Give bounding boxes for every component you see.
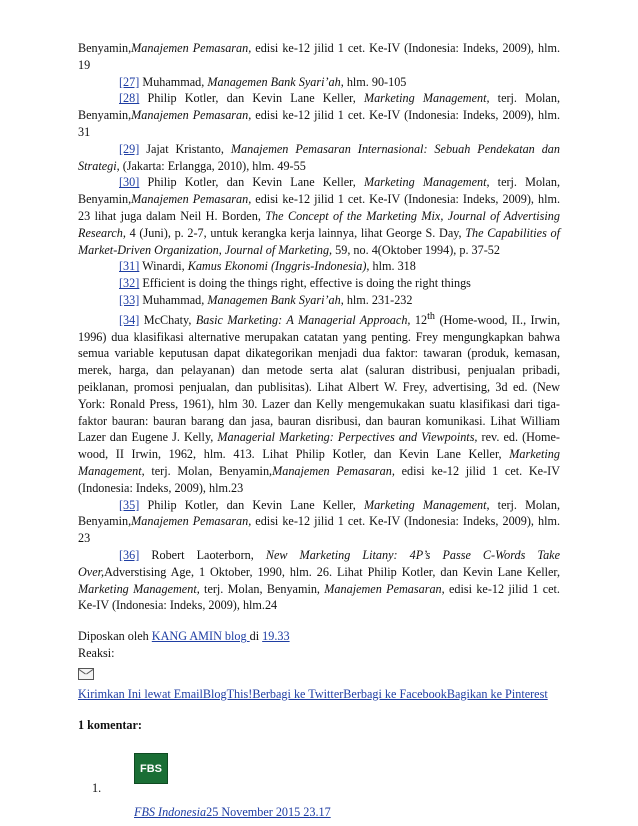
text: edisi ke-12 jilid 1 cet. Ke-IV (Indonesia: Indeks, 2009), hlm. 19 bbox=[78, 41, 560, 72]
text: Philip Kotler, dan Kevin Lane Keller, bbox=[139, 497, 364, 512]
author-link[interactable]: KANG AMIN blog bbox=[151, 629, 250, 644]
text: edisi ke-12 jilid 1 cet. Ke-IV (Indonesia: Indeks, 2009), hlm.24 bbox=[78, 581, 560, 613]
text: Muhammad, bbox=[139, 74, 208, 89]
text: Manajemen Pemasaran, bbox=[131, 514, 252, 529]
footnote-ref-link[interactable]: [27] bbox=[119, 74, 140, 89]
text: The Concept of the Marketing Mix, Journal of Advertising Research, bbox=[78, 208, 560, 240]
text: edisi ke-12 jilid 1 cet. Ke-IV (Indonesia: Indeks, 2009), hlm. 23 bbox=[78, 514, 560, 546]
comment-list bbox=[78, 753, 560, 821]
text: terj. Molan, Benyamin, bbox=[199, 581, 325, 596]
footnote-ref-link[interactable]: [30] bbox=[119, 175, 140, 190]
superscript: th bbox=[427, 310, 435, 322]
text: Robert Laoterborn, bbox=[139, 547, 266, 562]
footnote-28 bbox=[78, 90, 560, 140]
footnote-ref-link[interactable]: [35] bbox=[119, 497, 140, 512]
text: edisi ke-12 jilid 1 cet. Ke-IV (Indonesia: Indeks, 2009), hlm. 23 lihat juga dalam Neil H. Borden, bbox=[78, 192, 560, 223]
text: terj. Molan, Benyamin, bbox=[78, 175, 560, 207]
text: 59, no. 4(Oktober 1994), p. 37-52 bbox=[332, 242, 500, 257]
footnote-29 bbox=[78, 141, 560, 175]
comment-date: 25 November 2015 23.17 bbox=[206, 805, 331, 820]
comments-heading: 1 komentar: bbox=[78, 717, 142, 732]
footnote-ref-link[interactable]: [34] bbox=[119, 312, 140, 327]
post-footer bbox=[78, 628, 560, 645]
footnote-ref-link[interactable]: [28] bbox=[119, 91, 140, 106]
footnote-31 bbox=[78, 258, 560, 275]
footnote-34 bbox=[78, 309, 560, 497]
footnote-33 bbox=[78, 292, 560, 309]
footnote-ref-link[interactable]: [32] bbox=[119, 276, 140, 291]
text: Managemen Bank Syari’ah bbox=[207, 292, 341, 307]
text: terj. Molan, Benyamin, bbox=[78, 497, 560, 529]
text: edisi ke-12 jilid 1 cet. Ke-IV (Indonesia: Indeks, 2009), hlm.23 bbox=[78, 463, 560, 495]
footnote-36 bbox=[78, 547, 560, 614]
text: Marketing Management, bbox=[78, 581, 200, 596]
footnote-ref-link[interactable]: [31] bbox=[119, 259, 140, 274]
footnote-continuation bbox=[78, 40, 560, 74]
text: edisi ke-12 jilid 1 cet. Ke-IV (Indonesia: Indeks, 2009), hlm. 31 bbox=[78, 108, 560, 139]
comment-meta bbox=[134, 804, 560, 821]
text: hlm. 318 bbox=[369, 259, 416, 274]
post-time-link[interactable]: 19.33 bbox=[262, 629, 290, 644]
comment-number: 1. bbox=[92, 781, 102, 796]
text: 4 (Juni), p. 2-7, untuk kerangka kerja lainnya, lihat George S. Day, bbox=[125, 225, 466, 240]
text: terj. Molan, Benyamin, bbox=[78, 91, 560, 123]
text: Manajemen Pemasaran Internasional: Sebuah Pendekatan dan Strategi, bbox=[78, 141, 560, 173]
text: Adverstising Age, 1 Oktober, 1990, hlm. 26. Lihat Philip Kotler, dan Kevin Lane Keller, bbox=[104, 564, 560, 579]
email-icon[interactable] bbox=[78, 668, 94, 680]
text: Philip Kotler, dan Kevin Lane Keller, bbox=[139, 175, 364, 190]
text: Marketing Management, bbox=[363, 497, 490, 512]
text: rev. ed. (Home-wood, II Irwin, 1962, hlm. 413. Lihat Philip Kotler, dan Kevin Lane Keller, bbox=[78, 430, 560, 462]
posted-by-label: Diposkan oleh bbox=[78, 629, 152, 644]
text: Manajemen Pemasaran, bbox=[272, 463, 395, 478]
text: McChaty, bbox=[139, 312, 196, 327]
text: Managerial Marketing: Perpectives and Viewpoints, bbox=[217, 430, 478, 445]
text: Winardi, bbox=[139, 259, 188, 274]
footnote-ref-link[interactable]: [33] bbox=[119, 292, 140, 307]
text: Manajemen Pemasaran, bbox=[131, 41, 252, 55]
commenter-avatar[interactable]: FBS bbox=[134, 753, 168, 784]
share-links bbox=[78, 686, 560, 703]
share-link[interactable]: Kirimkan Ini lewat EmailBlogThis!Berbagi ke TwitterBerbagi ke FacebookBagikan ke Pinterest bbox=[78, 686, 548, 701]
text: The Capabilities of Market-Driven Organization, Journal of Marketing, bbox=[78, 225, 560, 257]
text: Marketing Management, bbox=[78, 447, 560, 478]
text: Efficient is doing the things right, effective is doing the right things bbox=[139, 276, 471, 291]
text: Manajemen Pemasaran, bbox=[131, 108, 252, 123]
text: Basic Marketing: A Managerial Approach, bbox=[195, 312, 411, 327]
text: 12 bbox=[410, 312, 428, 327]
text: Marketing Management, bbox=[363, 175, 490, 190]
footnote-27 bbox=[78, 74, 560, 91]
text: Benyamin, bbox=[78, 41, 132, 55]
text: New Marketing Litany: 4P’s Passe C-Words Take Over, bbox=[78, 547, 560, 579]
text: Managemen Bank Syari’ah bbox=[207, 74, 341, 89]
footnote-35 bbox=[78, 497, 560, 547]
at-label: di bbox=[249, 629, 263, 644]
text: Manajemen Pemasaran, bbox=[324, 581, 445, 596]
footnote-30 bbox=[78, 174, 560, 258]
comment-author-link[interactable] bbox=[134, 805, 331, 819]
footnote-ref-link[interactable]: [29] bbox=[119, 141, 140, 156]
text: Jajat Kristanto, bbox=[139, 141, 231, 156]
footnote-32 bbox=[78, 275, 560, 292]
footnote-ref-link[interactable]: [36] bbox=[119, 547, 140, 562]
comment-author: FBS Indonesia bbox=[134, 805, 207, 820]
text: Philip Kotler, dan Kevin Lane Keller, bbox=[139, 91, 364, 106]
text: , hlm. 90-105 bbox=[340, 74, 407, 89]
text: Manajemen Pemasaran, bbox=[131, 192, 252, 207]
text: Kamus Ekonomi (Inggris-Indonesia), bbox=[187, 259, 370, 274]
text: (Jakarta: Erlangga, 2010), hlm. 49-55 bbox=[119, 158, 306, 173]
text: terj. Molan, Benyamin, bbox=[144, 463, 273, 478]
text: Marketing Management, bbox=[363, 91, 490, 106]
reactions-label: Reaksi: bbox=[78, 645, 115, 660]
text: Muhammad, bbox=[139, 292, 208, 307]
text: (Home-wood, II., Irwin, 1996) dua klasifikasi alternative merupakan catatan yang penting. Frey mengungkapkan bahwa semua variable keputusan dapat dikategorikan menjadi dua faktor: tawaran (produk, kemasan, merek, harga, dan pelayanan) dan metode serta alat (saluran distribusi, penjualan pribadi, peiklanan, promosi penjualan, dan publisitas). Lihat Albert W. Frey, advertising, 3d ed. (New York: Ronald Press, 1961), hlm 30. Lazer dan Kelly mengemukakan suatu klasifikasi dari tiga-faktor bauran: bauran barang dan jasa, bauran disribusi, dan bauran komunikasi. Lihat William Lazer dan Eugene J. Kelly, bbox=[78, 312, 560, 445]
text: , hlm. 231-232 bbox=[340, 292, 413, 307]
